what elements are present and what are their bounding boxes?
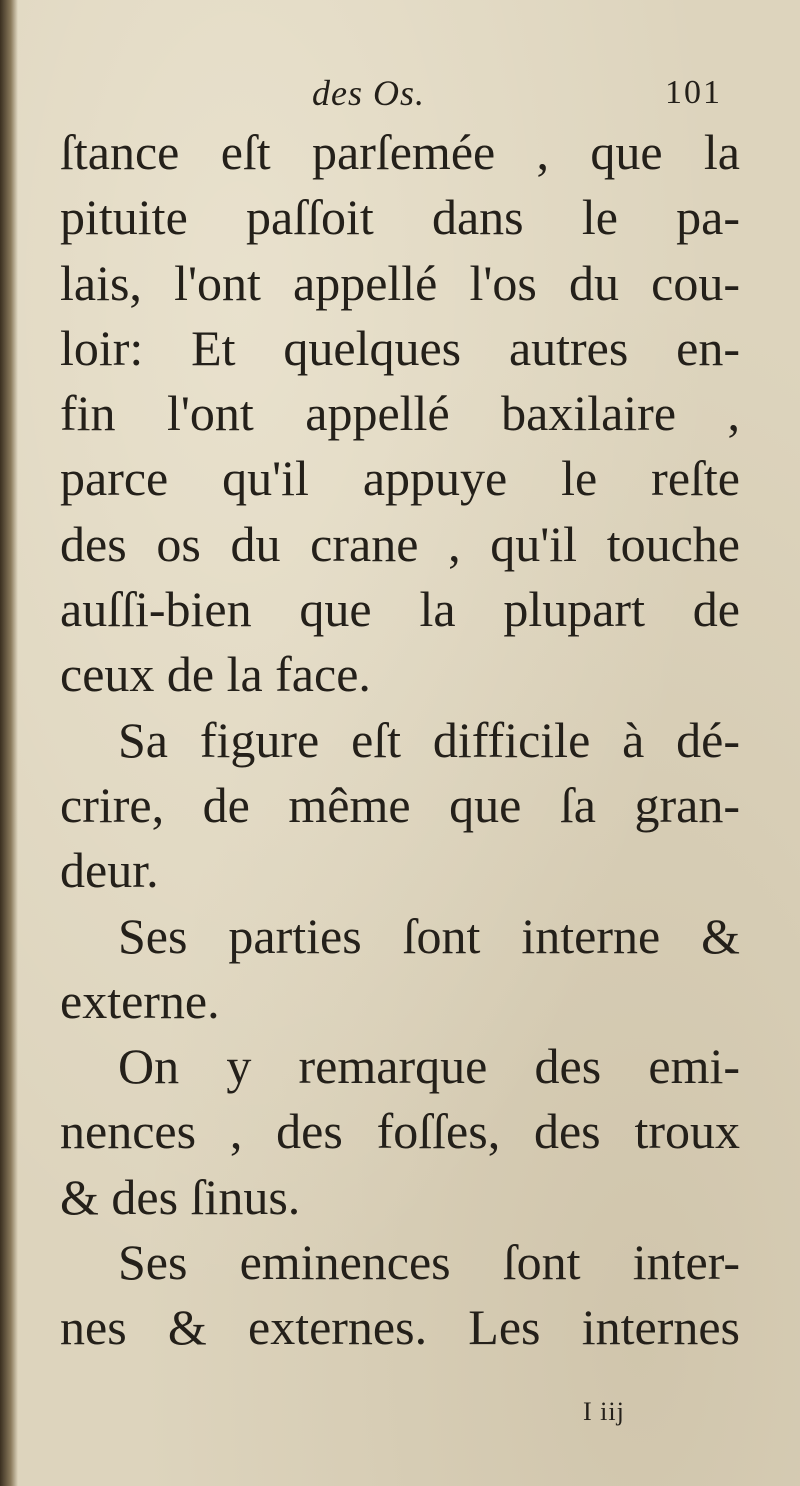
text-line: ceux de la face. (60, 646, 371, 703)
text-line: Ses parties ſont interne & (118, 907, 740, 964)
text-line: loir: Et quelques autres en- (60, 319, 740, 376)
text-line: nences , des foſſes, des troux (60, 1103, 740, 1160)
text-line: & des ſinus. (60, 1168, 301, 1225)
text-line: des os du crane , qu'il touche (60, 515, 740, 572)
text-line: crire, de même que ſa gran- (60, 776, 740, 833)
running-title: des Os. (312, 73, 425, 113)
text-line: parce qu'il appuye le reſte (60, 450, 740, 507)
text-line: auſſi-bien que la plupart de (60, 581, 740, 638)
text-line: ſtance eſt parſemée , que la (60, 124, 740, 180)
text-line: Ses eminences ſont inter- (118, 1234, 740, 1291)
text-line: fin l'ont appellé baxilaire , (60, 385, 740, 442)
text-line: nes & externes. Les internes (60, 1299, 740, 1356)
running-head (0, 68, 800, 118)
text-line: pituite paſſoit dans le pa- (60, 189, 740, 246)
body-text (60, 120, 740, 1361)
text-line: lais, l'ont appellé l'os du cou- (60, 254, 740, 311)
text-line: Sa figure eſt difficile à dé- (118, 711, 740, 768)
text-line: On y remarque des emi- (118, 1038, 740, 1095)
page-number: 101 (665, 74, 722, 111)
signature-mark: I iij (583, 1397, 625, 1426)
text-line: externe. (60, 972, 220, 1029)
text-line: deur. (60, 842, 159, 899)
binding-edge (0, 0, 18, 1486)
